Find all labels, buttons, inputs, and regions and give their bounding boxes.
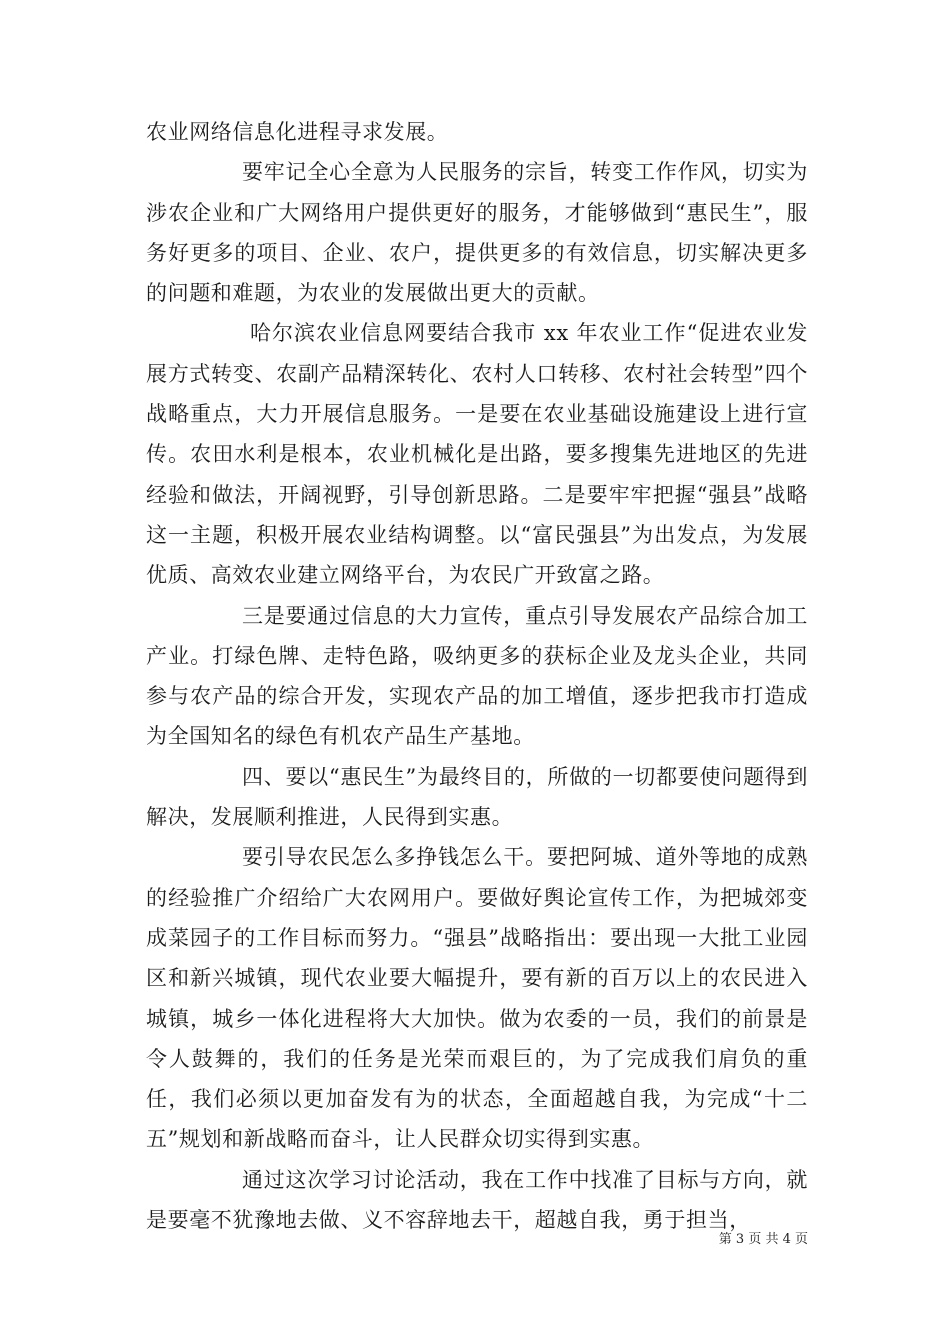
page-number-footer: 第 3 页 共 4 页 bbox=[718, 1232, 808, 1247]
paragraph-6: 要引导农民怎么多挣钱怎么干。要把阿城、道外等地的成熟的经验推广介绍给广大农网用户。要做好舆论宣传工作，为把城郊变成菜园子的工作目标而努力。“强县”战略指出：要出现一大批工业园区和新兴城镇，现代农业要大幅提升，要有新的百万以上的农民进入城镇，城乡一体化进程将大大加快。做为农委的一员，我们的前景是令人鼓舞的，我们的任务是光荣而艰巨的，为了完成我们肩负的重任，我们必须以更加奋发有为的状态，全面超越自我，为完成“十二五”规划和新战略而奋斗，让人民群众切实得到实惠。 bbox=[146, 845, 808, 1152]
paragraph-2: 要牢记全心全意为人民服务的宗旨，转变工作作风，切实为涉农企业和广大网络用户提供更好的服务，才能够做到“惠民生”，服务好更多的项目、企业、农户，提供更多的有效信息，切实解决更多的问题和难题，为农业的发展做出更大的贡献。 bbox=[146, 160, 808, 306]
document-body bbox=[146, 112, 808, 1240]
paragraph-7: 通过这次学习讨论活动，我在工作中找准了目标与方向，就是要毫不犹豫地去做、义不容辞地去干，超越自我，勇于担当， bbox=[146, 1167, 808, 1233]
paragraph-5: 四、要以“惠民生”为最终目的，所做的一切都要使问题得到解决，发展顺利推进，人民得到实惠。 bbox=[146, 764, 808, 830]
paragraph-3: 哈尔滨农业信息网要结合我市 xx 年农业工作“促进农业发展方式转变、农副产品精深转化、农村人口转移、农村社会转型”四个战略重点，大力开展信息服务。一是要在农业基础设施建设上进行宣传。农田水利是根本，农业机械化是出路，要多搜集先进地区的先进经验和做法，开阔视野，引导创新思路。二是要牢牢把握“强县”战略这一主题，积极开展农业结构调整。以“富民强县”为出发点，为发展优质、高效农业建立网络平台，为农民广开致富之路。 bbox=[146, 321, 808, 588]
paragraph-1: 农业网络信息化进程寻求发展。 bbox=[146, 120, 449, 144]
paragraph-4: 三是要通过信息的大力宣传，重点引导发展农产品综合加工产业。打绿色牌、走特色路，吸纳更多的获标企业及龙头企业，共同参与农产品的综合开发，实现农产品的加工增值，逐步把我市打造成为全国知名的绿色有机农产品生产基地。 bbox=[146, 603, 808, 749]
